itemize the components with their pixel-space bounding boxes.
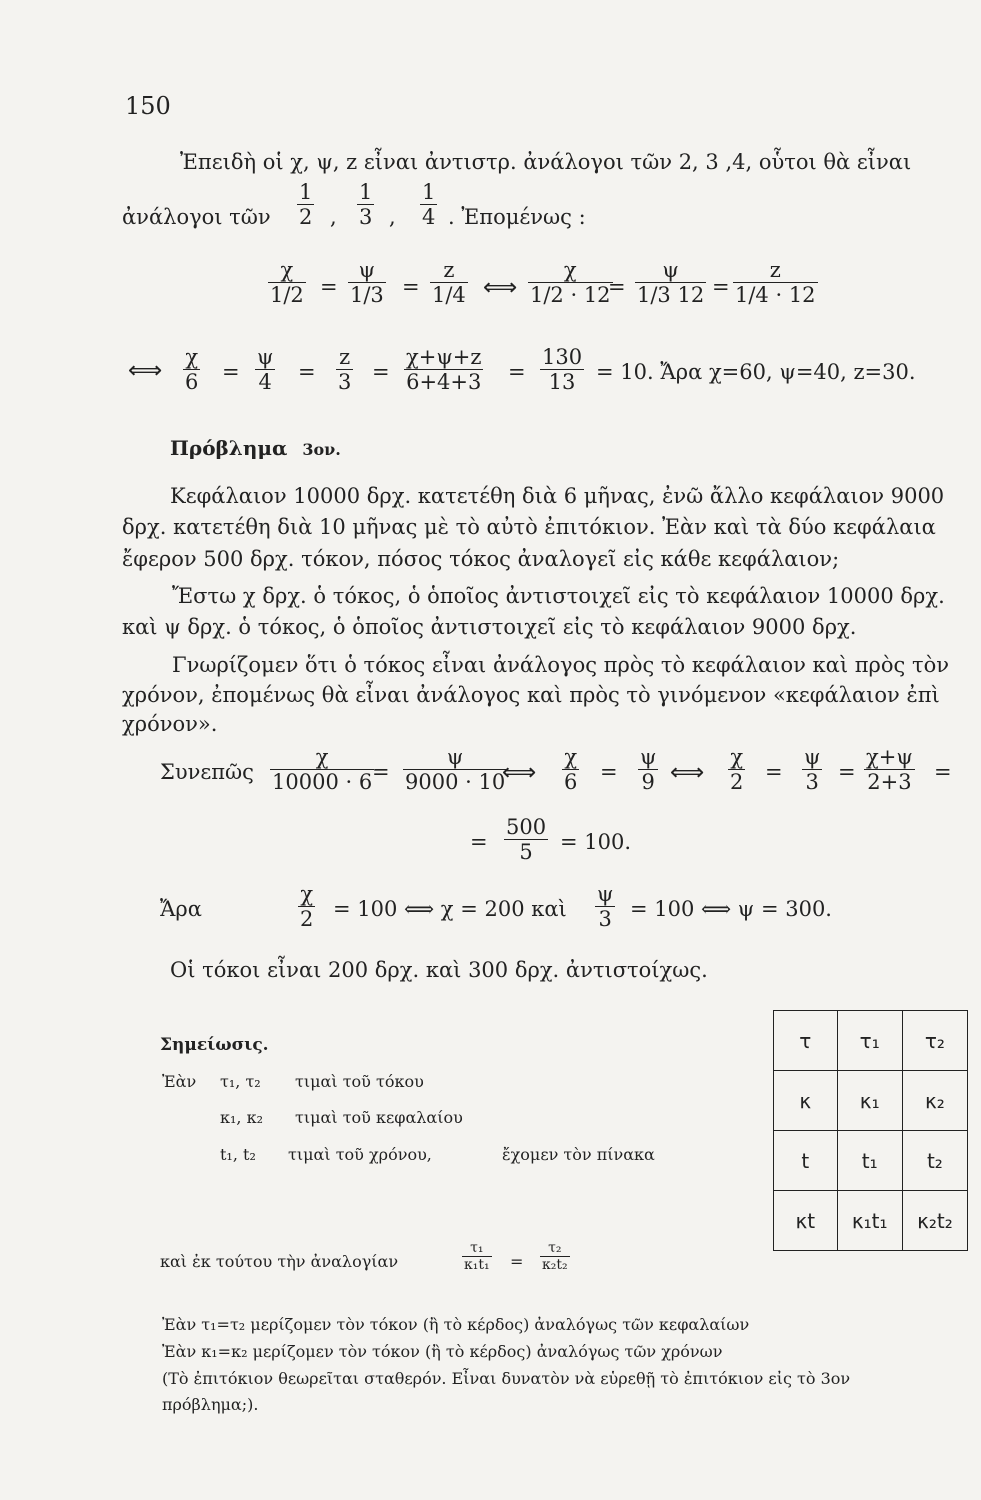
comma: ,	[330, 205, 337, 229]
eq1-fraction: χ 1/2 · 12	[530, 258, 611, 307]
intro-analog-prefix: ἀνάλογοι τῶν	[122, 205, 271, 229]
problem-text: χρόνον, ἐπομένως θὰ εἶναι ἀνάλογος καὶ πρὸς τὸ γινόμενον «κεφάλαιον ἐπὶ	[122, 683, 940, 707]
eq3-fraction: χ 10000 · 6	[272, 745, 373, 794]
eq3-fraction: χ 2	[730, 745, 744, 794]
table-cell: τ₂	[902, 1011, 967, 1071]
ratio-fraction: τ₁ κ₁t₁	[464, 1240, 490, 1273]
notes-line: Ἐὰν κ₁=κ₂ μερίζομεν τὸν τόκον (ἢ τὸ κέρδος) ἀναλόγως τῶν χρόνων	[162, 1342, 723, 1361]
eq3-fraction: ψ 9	[640, 745, 657, 794]
notes-desc: τιμαὶ τοῦ κεφαλαίου	[295, 1108, 463, 1127]
equals-sign: =	[372, 360, 390, 384]
eq3-line2-result: = 100.	[560, 830, 632, 854]
equals-sign: =	[934, 760, 952, 784]
table-row	[774, 1011, 968, 1071]
eq2-result: = 10. Ἄρα χ=60, ψ=40, z=30.	[596, 360, 916, 384]
equals-sign: =	[765, 760, 783, 784]
intro-fraction: 1 2	[299, 180, 313, 229]
notes-line: (Τὸ ἐπιτόκιον θεωρεῖται σταθερόν. Εἶναι δυνατὸν νὰ εὑρεθῇ τὸ ἐπιτόκιον εἰς τὸ 3ον	[162, 1369, 851, 1388]
equals-sign: =	[470, 830, 488, 854]
table-cell: t	[774, 1131, 838, 1191]
eq1-fraction: z 1/4 · 12	[735, 258, 816, 307]
notes-line: πρόβλημα;).	[162, 1395, 259, 1414]
equals-sign: =	[838, 760, 856, 784]
table-cell: κ₂	[902, 1071, 967, 1131]
problem-heading: Πρόβλημα 3ον.	[170, 436, 341, 460]
equals-sign: =	[372, 760, 390, 784]
equals-sign: =	[600, 760, 618, 784]
eq4-end: = 100 ⟺ ψ = 300.	[630, 897, 832, 921]
notes-table-text: ἔχομεν τὸν πίνακα	[502, 1145, 655, 1164]
problem-text: Κεφάλαιον 10000 δρχ. κατετέθη διὰ 6 μῆνας, ἐνῶ ἄλλο κεφάλαιον 9000	[170, 484, 945, 508]
table-row	[774, 1191, 968, 1251]
notes-desc: τιμαὶ τοῦ τόκου	[295, 1072, 424, 1091]
iff-arrow: ⟺	[502, 758, 537, 786]
iff-arrow: ⟺	[670, 758, 705, 786]
notes-heading: Σημείωσις.	[160, 1035, 269, 1055]
table-cell: τ₁	[837, 1011, 902, 1071]
notes-line: Ἐὰν τ₁=τ₂ μερίζομεν τὸν τόκον (ἢ τὸ κέρδος) ἀναλόγως τῶν κεφαλαίων	[162, 1315, 750, 1334]
eq1-fraction: χ 1/2	[270, 258, 304, 307]
table-row	[774, 1071, 968, 1131]
eq2-fraction: z 3	[338, 345, 352, 394]
table-cell: κ₁t₁	[837, 1191, 902, 1251]
page-number: 150	[125, 92, 171, 120]
eq4-mid: = 100 ⟺ χ = 200 καὶ	[333, 897, 567, 921]
table-cell: κ₁	[837, 1071, 902, 1131]
notes-vars: τ₁, τ₂	[220, 1072, 261, 1091]
problem-text: χρόνον».	[122, 712, 218, 736]
iff-arrow: ⟺	[483, 273, 518, 301]
equals-sign: =	[712, 275, 730, 299]
comma: ,	[389, 205, 396, 229]
intro-fraction: 1 4	[422, 180, 436, 229]
problem-text: δρχ. κατετέθη διὰ 10 μῆνας μὲ τὸ αὐτὸ ἐπιτόκιον. Ἐὰν καὶ τὰ δύο κεφάλαια	[122, 515, 936, 539]
conclusion: Οἱ τόκοι εἶναι 200 δρχ. καὶ 300 δρχ. ἀντιστοίχως.	[170, 958, 708, 982]
eq3-fraction: χ 6	[564, 745, 578, 794]
table-cell: κ	[774, 1071, 838, 1131]
notes-if: Ἐὰν	[162, 1072, 197, 1091]
eq2-fraction: χ+ψ+z 6+4+3	[406, 345, 482, 394]
eq4-fraction: χ 2	[300, 882, 314, 931]
table-row	[774, 1131, 968, 1191]
proportion-table	[773, 1010, 968, 1251]
intro-epomenos: . Ἐπομένως :	[448, 205, 586, 229]
table-cell: t₁	[837, 1131, 902, 1191]
eq1-fraction: ψ 1/3 12	[637, 258, 705, 307]
equals-sign: =	[222, 360, 240, 384]
equals-sign: =	[402, 275, 420, 299]
table-cell: κ₂t₂	[902, 1191, 967, 1251]
notes-ratio-text: καὶ ἐκ τούτου τὴν ἀναλογίαν	[160, 1252, 399, 1271]
eq1-fraction: z 1/4	[432, 258, 466, 307]
problem-text: Ἔστω χ δρχ. ὁ τόκος, ὁ ὁποῖος ἀντιστοιχεῖ εἰς τὸ κεφάλαιον 10000 δρχ.	[172, 584, 945, 608]
intro-fraction: 1 3	[359, 180, 373, 229]
problem-text: ἔφερον 500 δρχ. τόκον, πόσος τόκος ἀναλογεῖ εἰς κάθε κεφάλαιον;	[122, 547, 840, 571]
eq3-line2-fraction: 500 5	[506, 815, 547, 864]
eq2-fraction: χ 6	[185, 345, 199, 394]
problem-text: καὶ ψ δρχ. ὁ τόκος, ὁ ὁποῖος ἀντιστοιχεῖ εἰς τὸ κεφάλαιον 9000 δρχ.	[122, 615, 857, 639]
eq3-label: Συνεπῶς	[160, 760, 254, 784]
eq1-fraction: ψ 1/3	[350, 258, 384, 307]
eq2-fraction: ψ 4	[257, 345, 274, 394]
ratio-fraction: τ₂ κ₂t₂	[542, 1240, 568, 1273]
equals-sign: =	[508, 360, 526, 384]
table-cell: κt	[774, 1191, 838, 1251]
eq3-fraction: ψ 3	[804, 745, 821, 794]
eq2-fraction: 130 13	[542, 345, 583, 394]
eq3-fraction: χ+ψ 2+3	[866, 745, 913, 794]
eq4-label: Ἄρα	[160, 897, 202, 921]
equals-sign: =	[320, 275, 338, 299]
notes-vars: κ₁, κ₂	[220, 1108, 263, 1127]
notes-desc: τιμαὶ τοῦ χρόνου,	[288, 1145, 432, 1164]
equals-sign: =	[298, 360, 316, 384]
table-cell: t₂	[902, 1131, 967, 1191]
table-cell: τ	[774, 1011, 838, 1071]
eq3-fraction: ψ 9000 · 10	[405, 745, 506, 794]
iff-arrow: ⟺	[128, 356, 163, 384]
intro-line: Ἐπειδὴ οἱ χ, ψ, z εἶναι ἀντιστρ. ἀνάλογοι τῶν 2, 3 ,4, οὗτοι θὰ εἶναι	[180, 150, 912, 174]
problem-text: Γνωρίζομεν ὅτι ὁ τόκος εἶναι ἀνάλογος πρὸς τὸ κεφάλαιον καὶ πρὸς τὸν	[172, 653, 949, 677]
equals-sign: =	[608, 275, 626, 299]
eq4-fraction: ψ 3	[597, 882, 614, 931]
equals-sign: =	[510, 1252, 524, 1271]
notes-vars: t₁, t₂	[220, 1145, 256, 1164]
